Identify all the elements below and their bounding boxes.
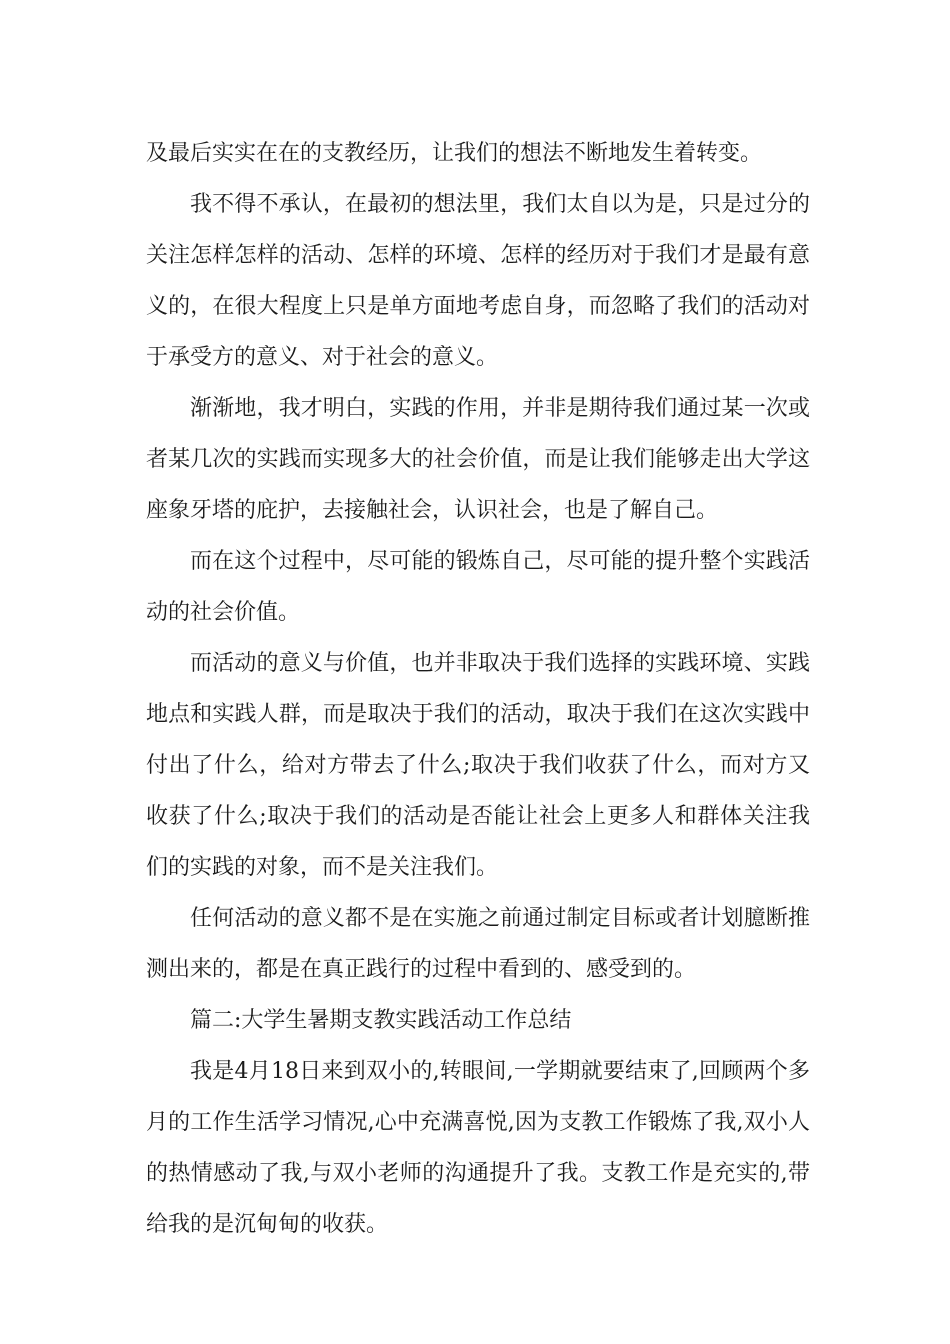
paragraph-6: 任何活动的意义都不是在实施之前通过制定目标或者计划臆断推测出来的，都是在真正践行的过程中看到的、感受到的。	[146, 906, 810, 982]
paragraph-4: 而在这个过程中，尽可能的锻炼自己，尽可能的提升整个实践活动的社会价值。	[146, 549, 810, 625]
section-heading: 篇二:大学生暑期支教实践活动工作总结	[190, 1008, 572, 1033]
paragraph-1: 及最后实实在在的支教经历，让我们的想法不断地发生着转变。	[146, 141, 763, 166]
paragraph-7: 我是4月18日来到双小的,转眼间,一学期就要结束了,回顾两个多月的工作生活学习情况,心中充满喜悦,因为支教工作锻炼了我,双小人的热情感动了我,与双小老师的沟通提升了我。支教工作是充实的,带给我的是沉甸甸的收获。	[146, 1059, 810, 1237]
paragraph-3: 渐渐地，我才明白，实践的作用，并非是期待我们通过某一次或者某几次的实践而实现多大的社会价值，而是让我们能够走出大学这座象牙塔的庇护，去接触社会，认识社会，也是了解自己。	[146, 396, 810, 523]
paragraph-2: 我不得不承认，在最初的想法里，我们太自以为是，只是过分的关注怎样怎样的活动、怎样的环境、怎样的经历对于我们才是最有意义的，在很大程度上只是单方面地考虑自身，而忽略了我们的活动对于承受方的意义、对于社会的意义。	[146, 192, 810, 370]
document-body	[146, 128, 810, 1250]
paragraph-5: 而活动的意义与价值，也并非取决于我们选择的实践环境、实践地点和实践人群，而是取决于我们的活动，取决于我们在这次实践中付出了什么，给对方带去了什么;取决于我们收获了什么，而对方又收获了什么;取决于我们的活动是否能让社会上更多人和群体关注我们的实践的对象，而不是关注我们。	[146, 651, 810, 880]
